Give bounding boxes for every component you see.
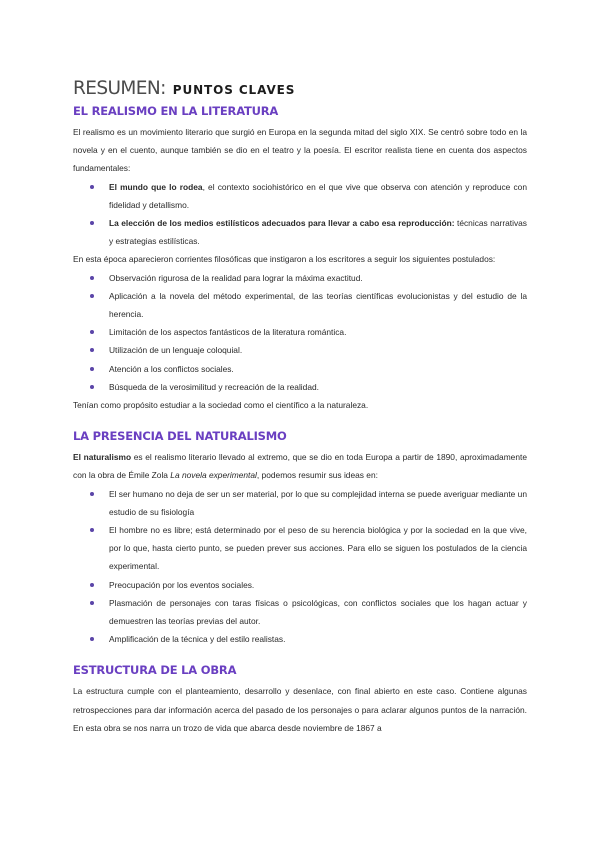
page-title (73, 78, 527, 100)
bullet-icon (90, 348, 94, 352)
naturalismo-term: El naturalismo (73, 452, 132, 463)
document-content (73, 78, 527, 737)
list-item (73, 178, 527, 214)
bullet-icon (90, 330, 94, 334)
section-heading-naturalismo: LA PRESENCIA DEL NATURALISMO (73, 429, 287, 444)
aspect-term: La elección de los medios estilísticos adecuados para llevar a cabo esa reproducción: (109, 218, 455, 229)
bullet-icon (90, 601, 94, 605)
postulates-intro: En esta época aparecieron corrientes filosóficas que instigaron a los escritores a seguir los siguientes postulados: (73, 254, 496, 265)
postulate-text: Búsqueda de la verosimilitud y recreación de la realidad. (109, 381, 319, 392)
aspect-term: El mundo que lo rodea (109, 181, 203, 192)
bullet-icon (90, 583, 94, 587)
list-item (73, 594, 527, 630)
idea-text: Preocupación por los eventos sociales. (109, 579, 255, 590)
naturalismo-intro-a: es el realismo literario llevado al extremo, que se dio en toda Europa a partir de 1890, aproximadamente con la obra de Émile Zola (73, 452, 527, 481)
list-item (73, 341, 527, 359)
title-key-points: PUNTOS CLAVES (172, 83, 296, 97)
list-item (73, 576, 527, 594)
postulates-list (73, 269, 527, 396)
postulate-text: Limitación de los aspectos fantásticos de la literatura romántica. (109, 327, 347, 338)
section-heading-realismo: EL REALISMO EN LA LITERATURA (73, 104, 279, 118)
postulate-text: Observación rigurosa de la realidad para lograr la máxima exactitud. (109, 272, 363, 283)
list-item (73, 287, 527, 323)
postulate-text: Atención a los conflictos sociales. (109, 363, 234, 374)
naturalismo-ideas-list (73, 485, 527, 649)
bullet-icon (90, 367, 94, 371)
list-item (73, 485, 527, 521)
list-item (73, 360, 527, 378)
bullet-icon (90, 185, 94, 189)
bullet-icon (90, 492, 94, 496)
bullet-icon (90, 385, 94, 389)
naturalismo-intro-b: , podemos resumir sus ideas en: (256, 470, 378, 481)
list-item (73, 269, 527, 287)
postulate-text: Utilización de un lenguaje coloquial. (109, 345, 243, 356)
idea-text: El hombre no es libre; está determinado por el peso de su herencia biológica y por la sociedad en la que vive, por lo que, hasta cierto punto, se pueden prever sus acciones. Para ello se siguen los postulados de la ciencia experimental. (109, 525, 527, 572)
zola-work-title: La novela experimental (170, 470, 257, 481)
realismo-intro: El realismo es un movimiento literario que surgió en Europa en la segunda mitad del siglo XIX. Se centró sobre todo en la novela y en el cuento, aunque también se dio en el teatro y la poesía. El escritor realista tiene en cuenta dos aspectos fundamentales: (73, 127, 527, 174)
list-item (73, 630, 527, 648)
bullet-icon (90, 637, 94, 641)
section-heading-estructura: ESTRUCTURA DE LA OBRA (73, 663, 237, 678)
title-summary: RESUMEN: (73, 78, 166, 99)
idea-text: Plasmación de personajes con taras físicas o psicológicas, con conflictos sociales que los hagan actuar y demuestren las teorías previas del autor. (109, 597, 527, 627)
aspect-text: , el contexto sociohistórico en el que vive que observa con atención y reproduce con fidelidad y detallismo. (109, 181, 527, 210)
idea-text: Amplificación de la técnica y del estilo realistas. (109, 634, 286, 645)
idea-text: El ser humano no deja de ser un ser material, por lo que su complejidad interna se puede averiguar mediante un estudio de su fisiología (109, 488, 527, 517)
bullet-icon (90, 276, 94, 280)
list-item (73, 323, 527, 341)
naturalismo-intro (73, 448, 527, 484)
realismo-closing: Tenían como propósito estudiar a la sociedad como el científico a la naturaleza. (73, 400, 369, 411)
bullet-icon (90, 528, 94, 532)
bullet-icon (90, 294, 94, 298)
list-item (73, 521, 527, 576)
aspect-text: técnicas narrativas y estrategias estilísticas. (109, 218, 527, 247)
aspects-list (73, 178, 527, 251)
postulate-text: Aplicación a la novela del método experimental, de las teorías científicas evolucionistas y del estudio de la herencia. (109, 290, 527, 320)
list-item (73, 214, 527, 250)
bullet-icon (90, 221, 94, 225)
estructura-text: La estructura cumple con el planteamiento, desarrollo y desenlace, con final abierto en este caso. Contiene algunas retrospecciones para dar información acerca del pasado de los personajes o para aclarar algunos puntos de la narración. En esta obra se nos narra un trozo de vida que abarca desde noviembre de 1867 a (73, 686, 527, 733)
list-item (73, 378, 527, 396)
